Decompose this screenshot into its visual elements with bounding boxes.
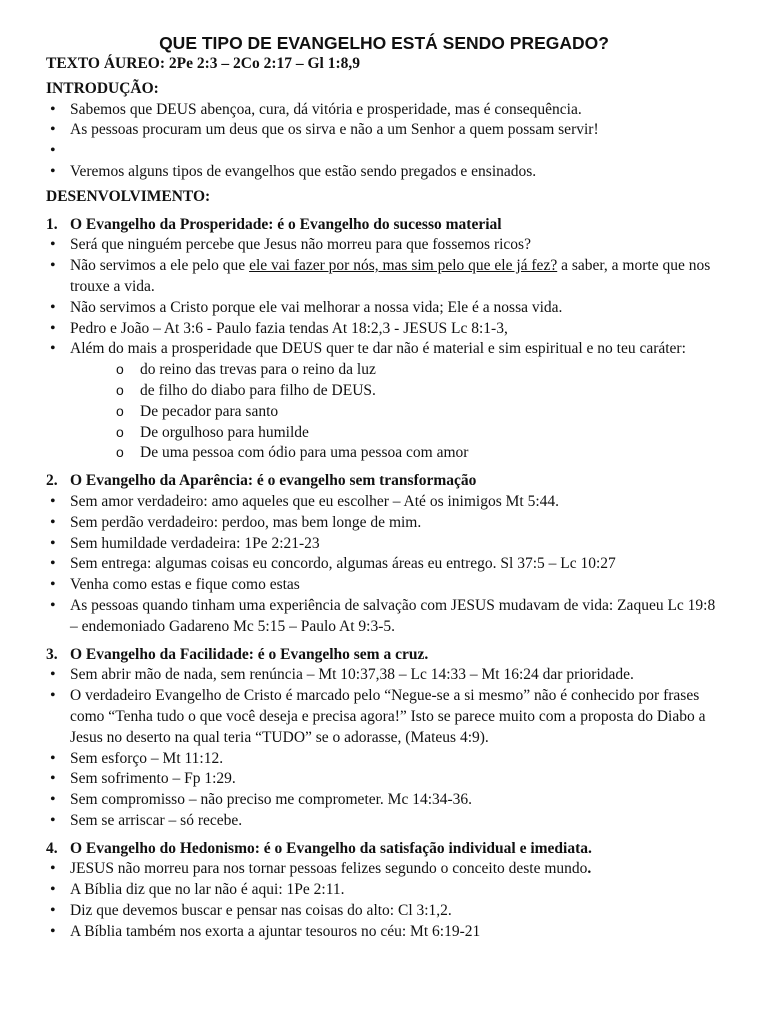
sub-list-item: o De pecador para santo bbox=[116, 402, 722, 423]
list-item: • O verdadeiro Evangelho de Cristo é marcado pelo “Negue-se a si mesmo” não é conhecido por frases como “Tenha tudo o que você deseja e precisa agora!” Isto se parece muito com a proposta do Diabo a Jesus no deserto na qual teria “TUDO” se o adorasse, (Mateus 4:9). bbox=[46, 686, 722, 748]
list-item: • Diz que devemos buscar e pensar nas coisas do alto: Cl 3:1,2. bbox=[46, 901, 722, 922]
section-list bbox=[46, 665, 722, 831]
section-title bbox=[46, 645, 722, 666]
list-item: • Sem compromisso – não preciso me comprometer. Mc 14:34-36. bbox=[46, 790, 722, 811]
list-item-text: JESUS não morreu para nos tornar pessoas felizes segundo o conceito deste mundo bbox=[70, 860, 588, 878]
page-title: QUE TIPO DE EVANGELHO ESTÁ SENDO PREGADO? bbox=[159, 33, 609, 53]
texto-aureo: TEXTO ÁUREO: 2Pe 2:3 – 2Co 2:17 – Gl 1:8,9 bbox=[46, 55, 361, 72]
list-item: • Será que ninguém percebe que Jesus não morreu para que fossemos ricos? bbox=[46, 235, 722, 256]
underlined-text: ele vai fazer por nós, mas sim pelo que ele já fez? bbox=[249, 257, 558, 275]
list-item: • Venha como estas e fique como estas bbox=[46, 575, 722, 596]
list-item: • Sem abrir mão de nada, sem renúncia – Mt 10:37,38 – Lc 14:33 – Mt 16:24 dar prioridade. bbox=[46, 665, 722, 686]
list-item: • Sem amor verdadeiro: amo aqueles que eu escolher – Até os inimigos Mt 5:44. bbox=[46, 492, 722, 513]
desenvolvimento-heading: DESENVOLVIMENTO: bbox=[46, 187, 211, 205]
list-item: • Sem perdão verdadeiro: perdoo, mas bem longe de mim. bbox=[46, 513, 722, 534]
list-item: • As pessoas quando tinham uma experiência de salvação com JESUS mudavam de vida: Zaqueu Lc 19:8 – endemoniado Gadareno Mc 5:15 – Paulo At 9:3-5. bbox=[46, 596, 722, 638]
section-title-text: O Evangelho do Hedonismo: é o Evangelho da satisfação individual e imediata. bbox=[70, 839, 592, 857]
list-item: • Pedro e João – At 3:6 - Paulo fazia tendas At 18:2,3 - JESUS Lc 8:1-3, bbox=[46, 319, 722, 340]
list-item: • Não servimos a Cristo porque ele vai melhorar a nossa vida; Ele é a nossa vida. bbox=[46, 298, 722, 319]
list-item: • Sem sofrimento – Fp 1:29. bbox=[46, 769, 722, 790]
list-item: • Sem humildade verdadeira: 1Pe 2:21-23 bbox=[46, 534, 722, 555]
section-title bbox=[46, 215, 722, 236]
introducao-heading: INTRODUÇÃO: bbox=[46, 79, 159, 97]
introducao-list bbox=[46, 100, 722, 183]
sub-list-item: o do reino das trevas para o reino da luz bbox=[116, 360, 722, 381]
list-item: • Sem esforço – Mt 11:12. bbox=[46, 749, 722, 770]
section-number: 1. bbox=[46, 215, 58, 233]
list-item: • A Bíblia também nos exorta a ajuntar tesouros no céu: Mt 6:19-21 bbox=[46, 922, 722, 943]
list-item: • Sem se arriscar – só recebe. bbox=[46, 811, 722, 832]
list-item: • A Bíblia diz que no lar não é aqui: 1Pe 2:11. bbox=[46, 880, 722, 901]
list-item-text: a saber, a morte que nos trouxe a vida. bbox=[70, 257, 711, 295]
section-list bbox=[46, 492, 722, 638]
section-title bbox=[46, 839, 722, 860]
sub-list-item: o De orgulhoso para humilde bbox=[116, 423, 722, 444]
sub-list-item: o De uma pessoa com ódio para uma pessoa com amor bbox=[116, 443, 722, 464]
list-item: • Sem entrega: algumas coisas eu concordo, algumas áreas eu entrego. Sl 37:5 – Lc 10:27 bbox=[46, 554, 722, 575]
list-item-text: Não servimos a ele pelo que bbox=[70, 257, 250, 275]
list-item bbox=[46, 256, 722, 298]
section-list bbox=[46, 859, 722, 942]
section-title-text: O Evangelho da Aparência: é o evangelho sem transformação bbox=[70, 472, 477, 490]
sub-list bbox=[46, 360, 722, 464]
section-title bbox=[46, 471, 722, 492]
section-prosperidade bbox=[46, 215, 722, 465]
list-item: • Sabemos que DEUS abençoa, cura, dá vitória e prosperidade, mas é consequência. bbox=[46, 100, 722, 121]
section-number: 3. bbox=[46, 645, 58, 663]
section-list bbox=[46, 235, 722, 360]
list-item: • Além do mais a prosperidade que DEUS quer te dar não é material e sim espiritual e no teu caráter: bbox=[46, 339, 722, 360]
list-item: • As pessoas procuram um deus que os sirva e não a um Senhor a quem possam servir! bbox=[46, 120, 722, 141]
section-title-text: O Evangelho da Facilidade: é o Evangelho sem a cruz. bbox=[70, 645, 429, 663]
section-hedonismo bbox=[46, 839, 722, 943]
bold-period: . bbox=[587, 860, 592, 878]
section-number: 4. bbox=[46, 839, 58, 857]
section-aparencia bbox=[46, 471, 722, 637]
sub-list-item: o de filho do diabo para filho de DEUS. bbox=[116, 381, 722, 402]
section-number: 2. bbox=[46, 472, 58, 490]
list-item: • Veremos alguns tipos de evangelhos que estão sendo pregados e ensinados. bbox=[46, 162, 722, 183]
list-item bbox=[46, 859, 722, 880]
section-title-text: O Evangelho da Prosperidade: é o Evangelho do sucesso material bbox=[70, 215, 502, 233]
list-item-empty bbox=[46, 141, 722, 162]
section-facilidade bbox=[46, 645, 722, 832]
